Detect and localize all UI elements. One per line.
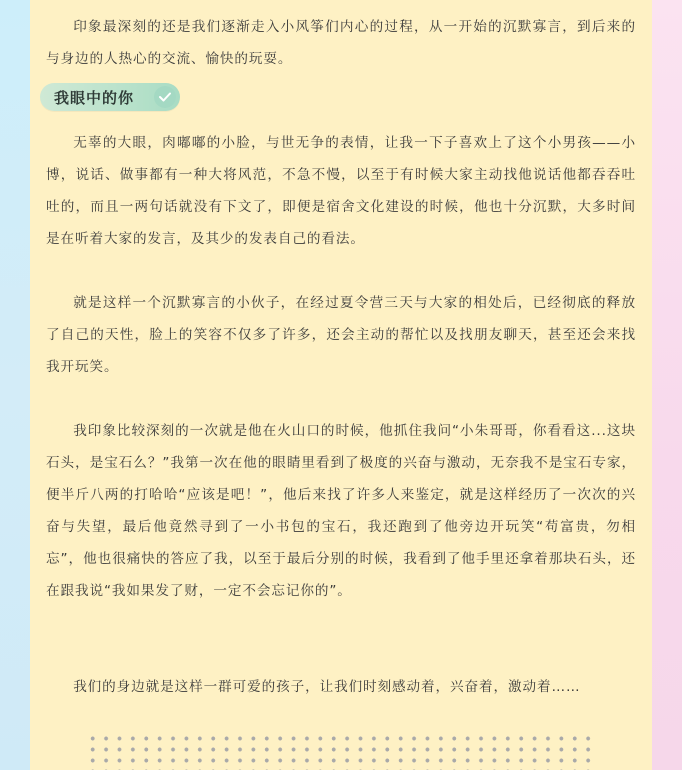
- decorative-dot-grid: [86, 733, 596, 770]
- paragraph-story: 我印象比较深刻的一次就是他在火山口的时候，他抓住我问“小朱哥哥，你看看这...这块石头，是宝石么？”我第一次在他的眼睛里看到了极度的兴奋与激动，无奈我不是宝石专家，便半斤八两的打哈哈“应该是吧！”，他后来找了许多人来鉴定，就是这样经历了一次次的兴奋与失望，最后他竟然寻到了一小书包的宝石，我还跑到了他旁边开玩笑“苟富贵，勿相忘”，他也很痛快的答应了我，以至于最后分别的时候，我看到了他手里还拿着那块石头，还在跟我说“我如果发了财，一定不会忘记你的”。: [46, 423, 636, 599]
- paragraph-intro: 印象最深刻的还是我们逐渐走入小风筝们内心的过程，从一开始的沉默寡言，到后来的与身边的人热心的交流、愉快的玩耍。: [46, 19, 636, 67]
- check-icon: [154, 86, 176, 108]
- paragraph-closing: 我们的身边就是这样一群可爱的孩子，让我们时刻感动着，兴奋着，激动着……: [73, 679, 581, 695]
- right-border-strip: [652, 0, 682, 770]
- paragraph-description: 无辜的大眼，肉嘟嘟的小脸，与世无争的表情，让我一下子喜欢上了这个小男孩——小博，说话、做事都有一种大将风范，不急不慢，以至于有时候大家主动找他说话他都吞吞吐吐的，而且一两句话就没有下文了，即便是宿舍文化建设的时候，他也十分沉默，大多时间是在听着大家的发言，及其少的发表自己的看法。: [46, 135, 636, 247]
- left-border-strip: [0, 0, 30, 770]
- paragraph-change: 就是这样一个沉默寡言的小伙子，在经过夏令营三天与大家的相处后，已经彻底的释放了自己的天性，脸上的笑容不仅多了许多，还会主动的帮忙以及找朋友聊天，甚至还会来找我开玩笑。: [46, 295, 636, 375]
- article-body: [30, 0, 652, 770]
- section-title: 我眼中的你: [54, 89, 135, 107]
- section-heading-badge: [40, 83, 180, 111]
